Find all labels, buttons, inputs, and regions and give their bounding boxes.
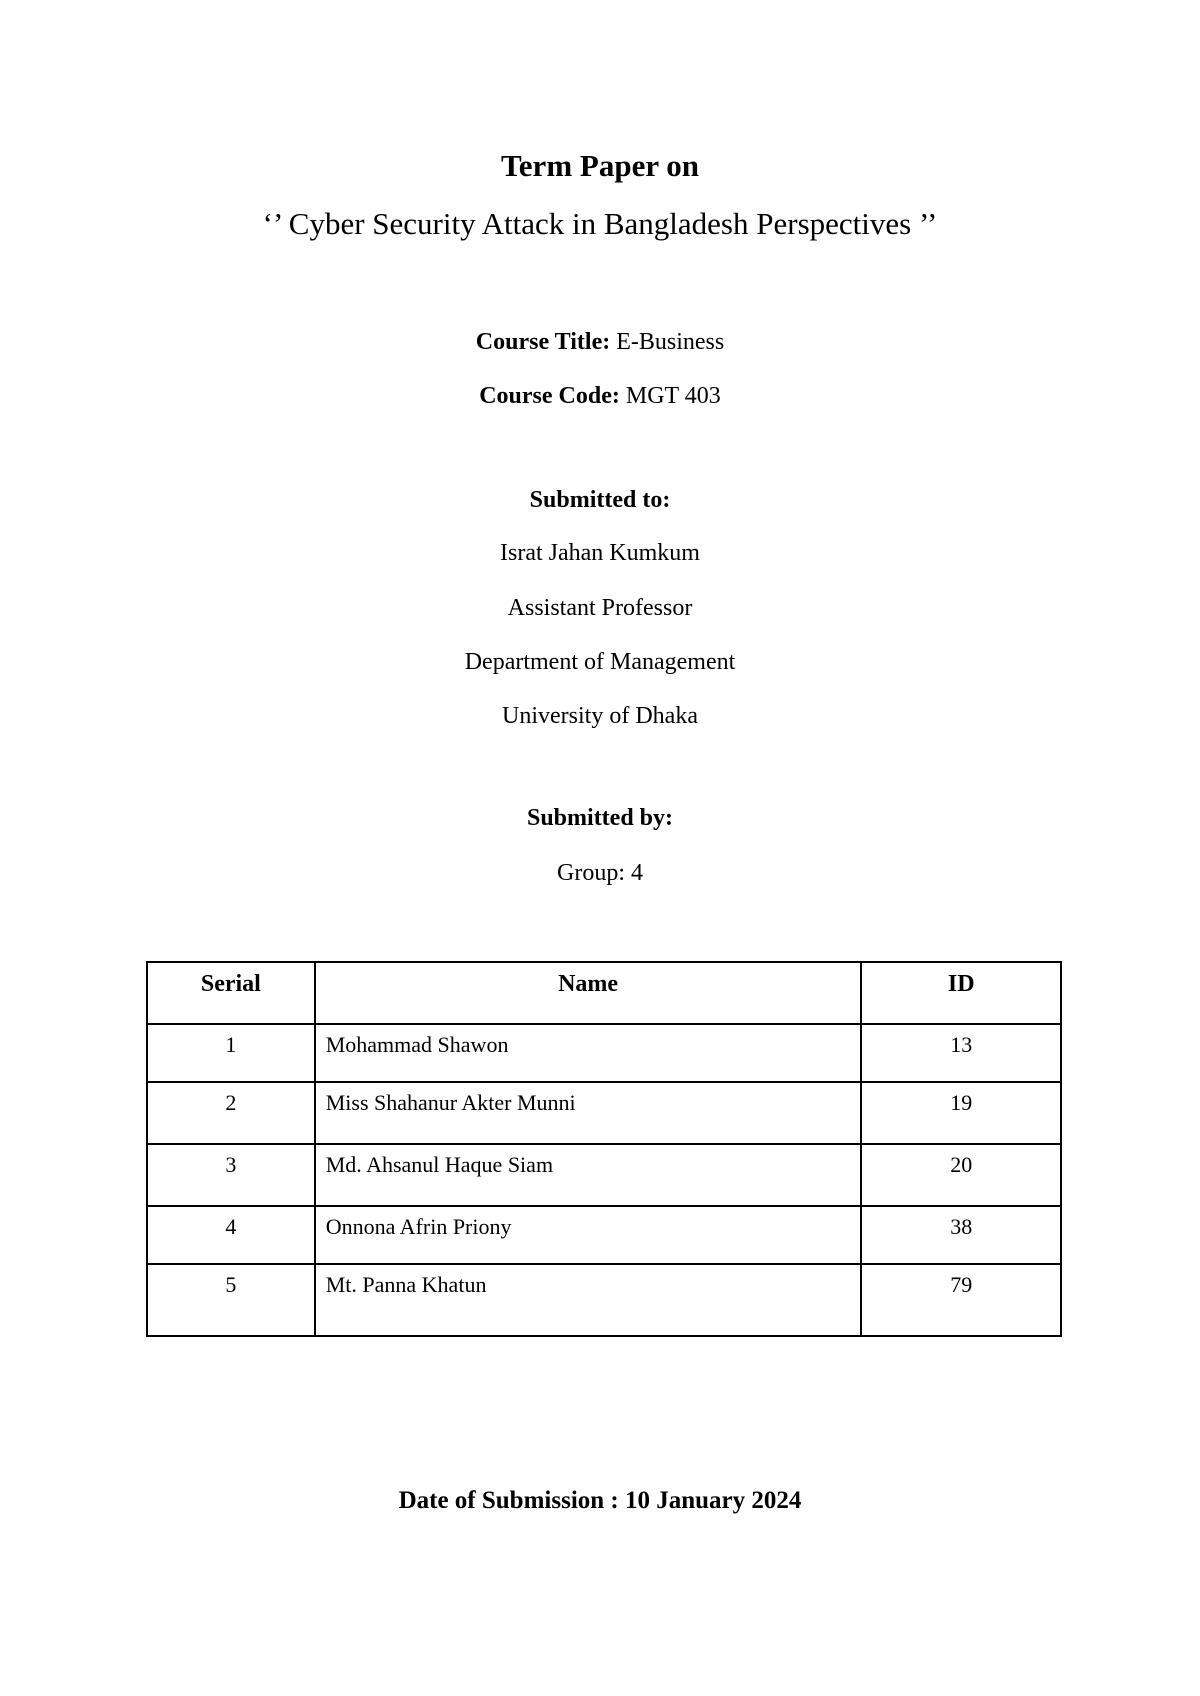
course-title-value: E-Business <box>610 329 725 355</box>
course-title-label: Course Title: <box>475 329 611 355</box>
header-serial: Serial <box>147 962 315 1024</box>
cell-id: 19 <box>861 1082 1061 1144</box>
instructor-name: Israt Jahan Kumkum <box>500 540 700 566</box>
cell-name: Mt. Panna Khatun <box>315 1264 862 1336</box>
table-row <box>147 1082 1061 1144</box>
cell-name: Onnona Afrin Priony <box>315 1206 862 1264</box>
header-id: ID <box>861 962 1061 1024</box>
group-number: Group: 4 <box>557 860 643 886</box>
course-title-line <box>0 330 1200 354</box>
course-code-line <box>0 384 1200 408</box>
cell-name: Miss Shahanur Akter Munni <box>315 1082 862 1144</box>
instructor-university: University of Dhaka <box>502 703 698 729</box>
table-row <box>147 1206 1061 1264</box>
instructor-department: Department of Management <box>464 649 736 675</box>
course-code-label: Course Code: <box>479 383 620 409</box>
table-row <box>147 1144 1061 1206</box>
cell-id: 79 <box>861 1264 1061 1336</box>
members-table <box>146 961 1062 1337</box>
cell-serial: 5 <box>147 1264 315 1336</box>
cell-name: Mohammad Shawon <box>315 1024 862 1082</box>
cell-serial: 3 <box>147 1144 315 1206</box>
cell-serial: 2 <box>147 1082 315 1144</box>
table-row <box>147 1024 1061 1082</box>
cell-serial: 4 <box>147 1206 315 1264</box>
submitted-to-label: Submitted to: <box>529 487 671 513</box>
cell-name: Md. Ahsanul Haque Siam <box>315 1144 862 1206</box>
header-name: Name <box>315 962 862 1024</box>
cell-serial: 1 <box>147 1024 315 1082</box>
paper-title: Term Paper on <box>500 148 700 183</box>
cell-id: 20 <box>861 1144 1061 1206</box>
submitted-by-label: Submitted by: <box>526 805 674 831</box>
date-of-submission: Date of Submission : 10 January 2024 <box>398 1487 802 1514</box>
table-row <box>147 1264 1061 1336</box>
paper-subtitle: ‘’ Cyber Security Attack in Bangladesh Perspectives ’’ <box>262 206 938 241</box>
table-header-row <box>147 962 1061 1024</box>
course-code-value: MGT 403 <box>619 383 721 409</box>
cell-id: 13 <box>861 1024 1061 1082</box>
instructor-position: Assistant Professor <box>507 595 693 621</box>
cell-id: 38 <box>861 1206 1061 1264</box>
